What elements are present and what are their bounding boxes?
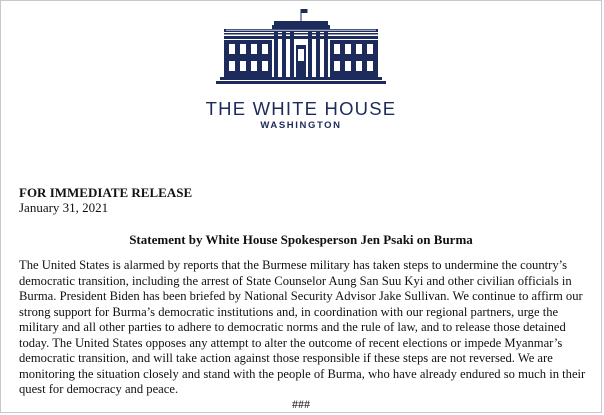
- org-name: THE WHITE HOUSE: [205, 98, 397, 119]
- end-mark: ###: [292, 397, 310, 411]
- release-label: FOR IMMEDIATE RELEASE: [19, 185, 193, 200]
- release-date: January 31, 2021: [19, 200, 109, 215]
- white-house-building-icon: [216, 7, 386, 87]
- statement-body: The United States is alarmed by reports that the Burmese military has taken steps to undermine the country’s democratic transition, including the arrest of State Counselor Aung San Suu Kyi and other civilian officials in Burma. President Biden has been briefed by National Security Advisor Jake Sullivan. We continue to affirm our strong support for Burma’s democratic institutions and, in coordination with our regional partners, urge the military and all other parties to adhere to democratic norms and the rule of law, and to release those detained today. The United States opposes any attempt to alter the outcome of recent elections or impede Myanmar’s democratic transition, and will take action against those responsible if these steps are not reversed. We are monitoring the situation closely and stand with the people of Burma, who have already endured so much in their quest for democracy and peace.: [19, 258, 586, 396]
- release-info: [19, 185, 192, 215]
- statement-headline: Statement by White House Spokesperson Jen Psaki on Burma: [129, 232, 473, 247]
- org-city: WASHINGTON: [260, 120, 342, 131]
- letterhead: [1, 7, 601, 87]
